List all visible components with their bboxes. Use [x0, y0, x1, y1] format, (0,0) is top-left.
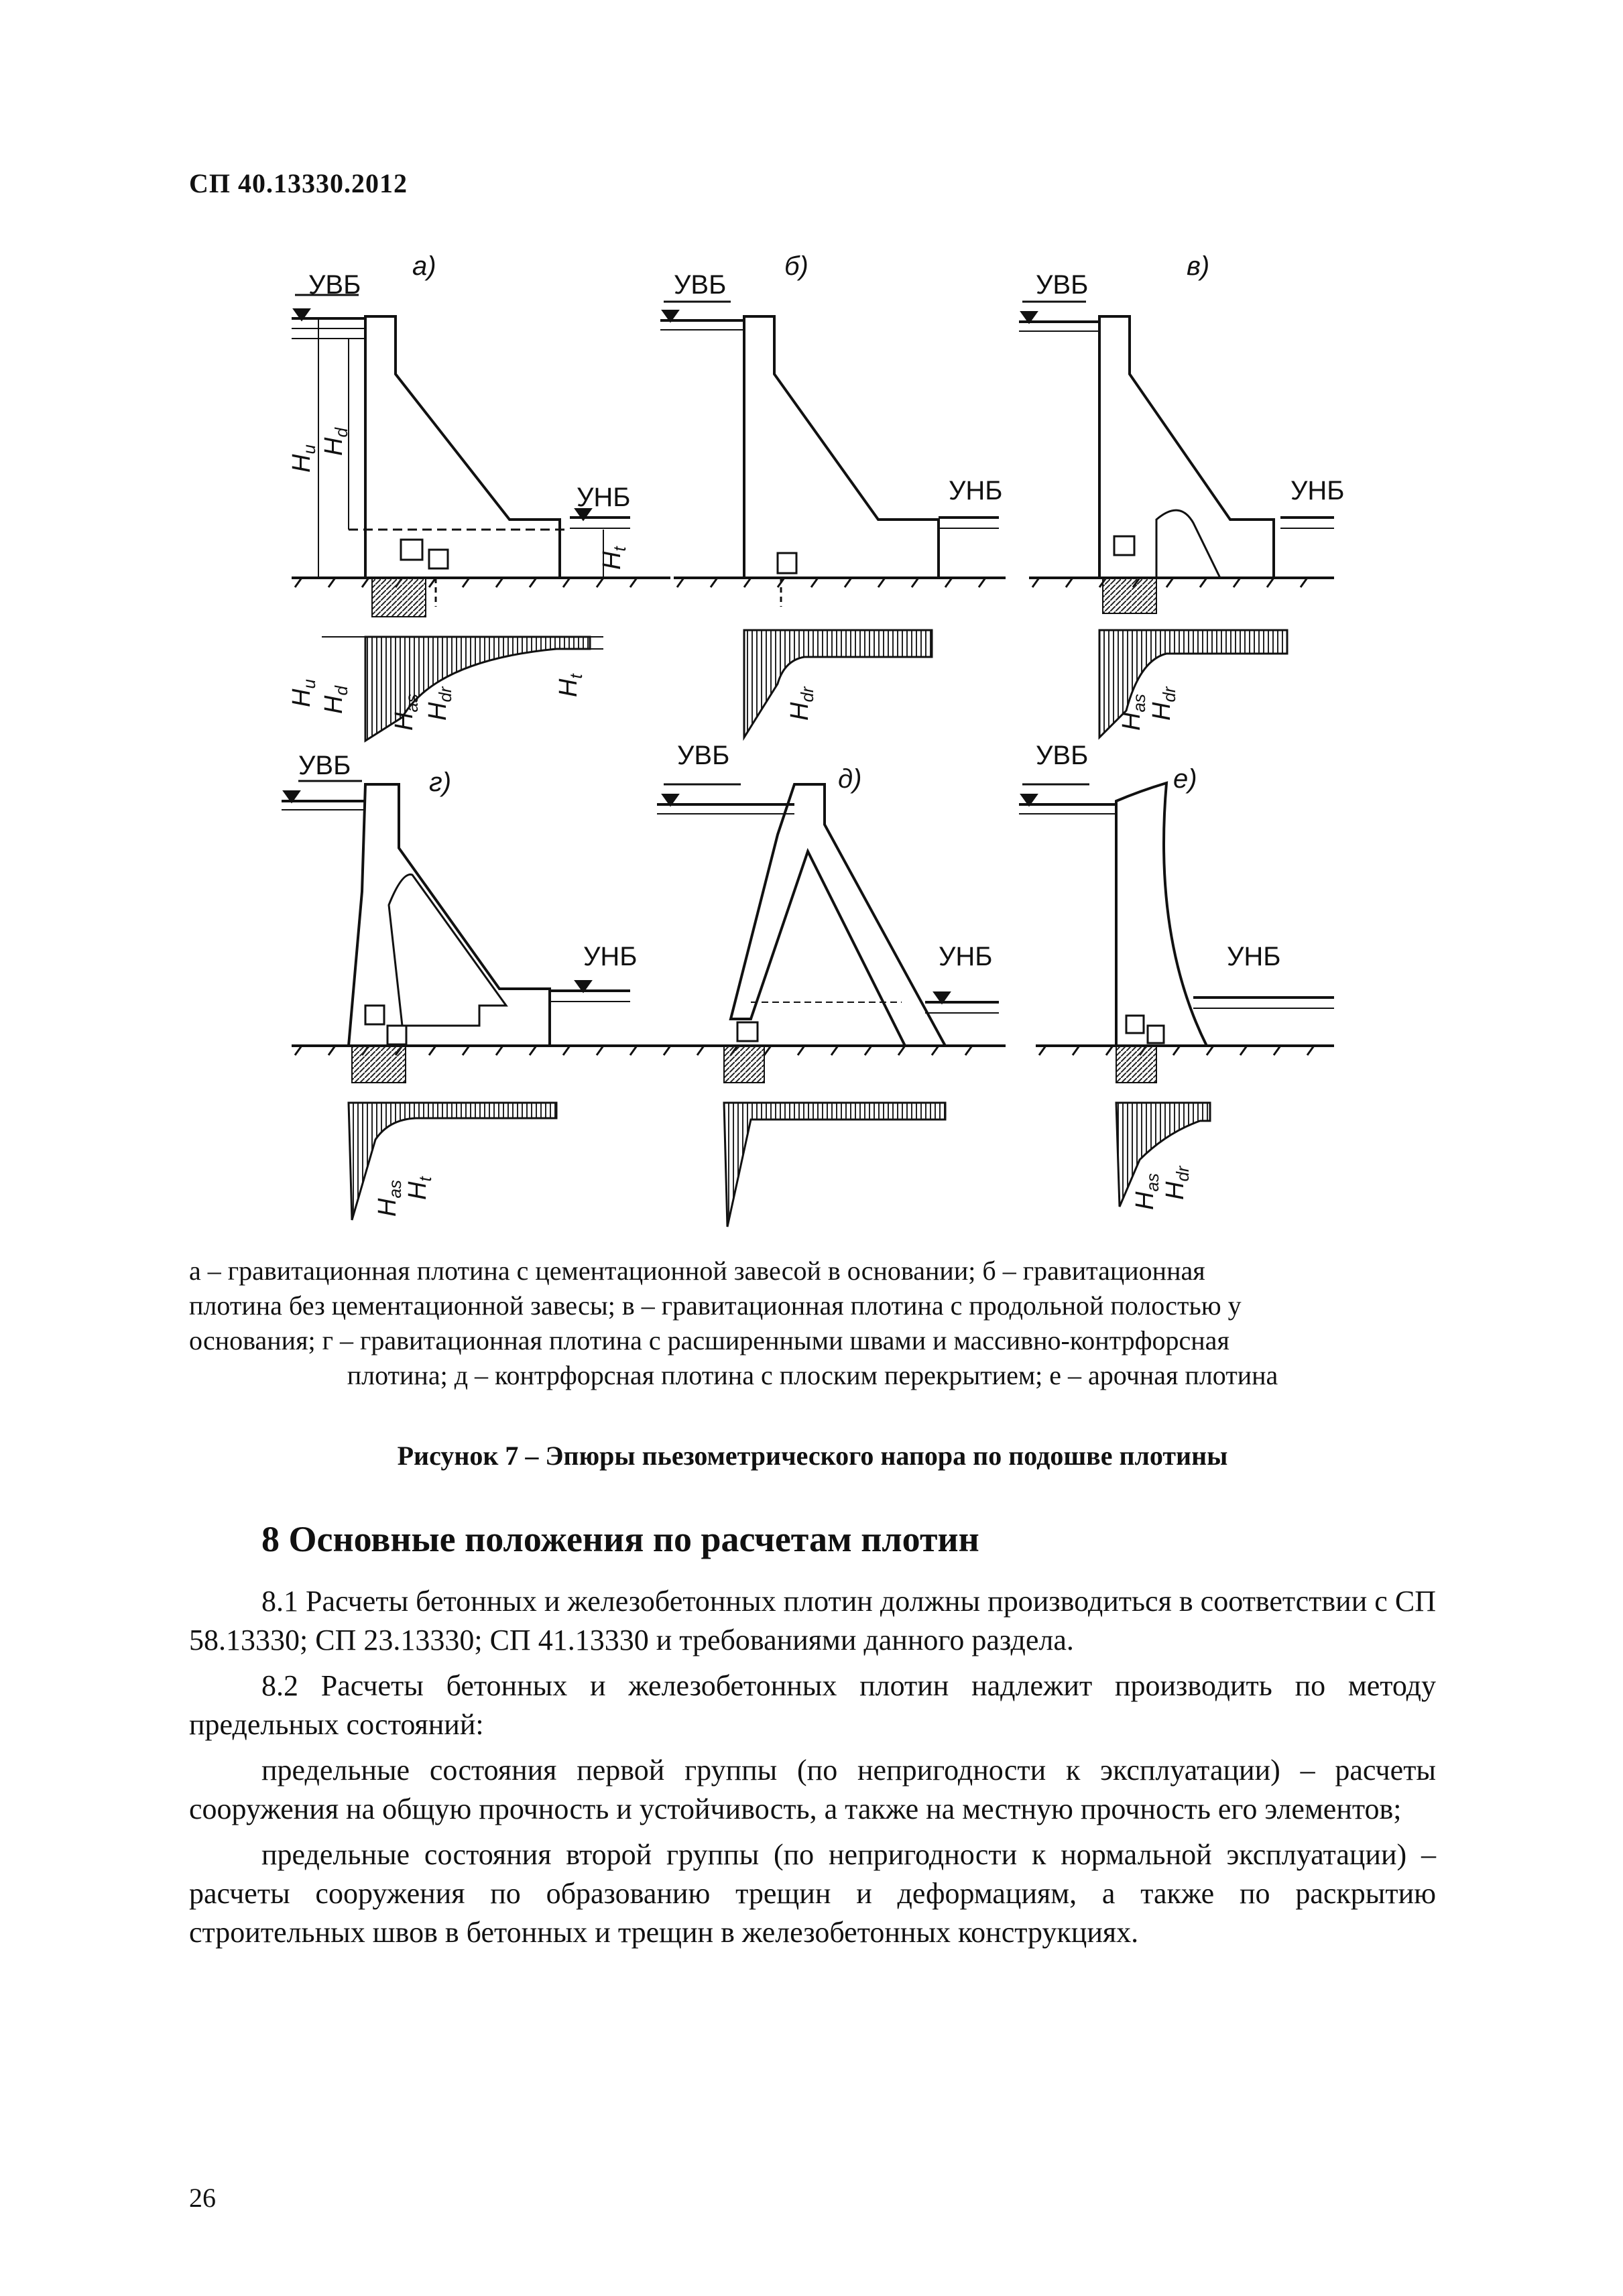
panel-d-buttress-dam-flat-slab — [657, 784, 1006, 1083]
section-heading: 8 Основные положения по расчетам плотин — [261, 1519, 979, 1559]
caption-line: а – гравитационная плотина с цементационной завесой в основании; б – гравитационная — [189, 1256, 1205, 1286]
epure-v-h-as-label: $H_{as}$ — [1118, 694, 1149, 731]
panel-v-unb-label: УНБ — [1290, 476, 1345, 505]
panel-g-buttress-dam-wide-joints — [282, 781, 664, 1083]
document-code-header: СП 40.13330.2012 — [189, 168, 408, 198]
panel-b-unb-label: УНБ — [949, 476, 1003, 505]
panel-b-letter: б) — [784, 251, 808, 281]
epure-a-h-d-label: $H_d$ — [320, 686, 351, 714]
panel-a-unb-label: УНБ — [577, 483, 631, 512]
panel-d-letter: д) — [838, 764, 862, 794]
epure-a-h-u-label: $H_u$ — [288, 679, 319, 707]
panel-e-uvb-label: УВБ — [1036, 741, 1089, 770]
panel-b-uvb-label: УВБ — [674, 270, 727, 300]
panel-a-h-t-label: $H_t$ — [598, 546, 629, 570]
epure-e-h-dr-label: $H_{dr}$ — [1161, 1166, 1193, 1200]
caption-line: основания; г – гравитационная плотина с расширенными швами и массивно-контрфорсная — [189, 1325, 1229, 1355]
panel-g-letter: г) — [429, 768, 452, 797]
body-text — [189, 1582, 1436, 1959]
panel-v-uvb-label: УВБ — [1036, 270, 1089, 300]
panel-e-letter: е) — [1173, 764, 1197, 794]
panel-g-uvb-label: УВБ — [298, 751, 351, 780]
panel-a-h-u-label: $H_u$ — [288, 444, 319, 473]
panel-a-h-d-label: $H_d$ — [320, 428, 351, 456]
epure-v-h-dr-label: $H_{dr}$ — [1148, 686, 1179, 721]
panel-v-letter: в) — [1187, 251, 1210, 281]
epure-a-h-t-label: $H_t$ — [554, 674, 586, 697]
page-number: 26 — [189, 2183, 216, 2213]
epure-b-h-dr-label: $H_{dr}$ — [786, 686, 817, 721]
panel-e-arch-dam — [1019, 783, 1334, 1083]
panel-a-letter: а) — [412, 251, 436, 281]
paragraph-8-2: 8.2 Расчеты бетонных и железобетонных плотин надлежит производить по методу предельных состояний: — [189, 1669, 1436, 1741]
panel-d-unb-label: УНБ — [939, 942, 993, 971]
epure-g-h-t-label: $H_t$ — [404, 1176, 435, 1200]
epure-b — [744, 630, 932, 737]
panel-g-unb-label: УНБ — [583, 942, 638, 971]
paragraph-second-group: предельные состояния второй группы (по непригодности к нормальной эксплуатации) – расчеты сооружения по образованию трещин и деформациям, а также по раскрытию строительных швов в бетонных и трещин в железобетонных конструкциях. — [189, 1838, 1436, 1949]
epure-a-h-dr-label: $H_{dr}$ — [424, 686, 455, 721]
figure-caption — [189, 1254, 1436, 1393]
caption-line: плотина; д – контрфорсная плотина с плоским перекрытием; е – арочная плотина — [347, 1360, 1278, 1390]
panel-d-uvb-label: УВБ — [677, 741, 730, 770]
caption-line: плотина без цементационной завесы; в – гравитационная плотина с продольной полостью у — [189, 1290, 1242, 1321]
panel-b-gravity-dam-without-curtain — [660, 302, 1006, 607]
panel-e-unb-label: УНБ — [1227, 942, 1281, 971]
panel-a-uvb-label: УВБ — [308, 270, 361, 300]
figure-title: Рисунок 7 – Эпюры пьезометрического напора по подошве плотины — [397, 1441, 1228, 1471]
epure-e-h-as-label: $H_{as}$ — [1131, 1173, 1162, 1210]
epure-a-h-as-label: $H_{as}$ — [390, 694, 422, 731]
epure-d — [724, 1103, 945, 1227]
epure-g-h-as-label: $H_{as}$ — [373, 1180, 405, 1217]
panel-v-gravity-dam-with-cavity — [1019, 302, 1334, 613]
paragraph-8-1: 8.1 Расчеты бетонных и железобетонных плотин должны производиться в соответствии с СП 58.13330; СП 23.13330; СП 41.13330 и требованиями данного раздела. — [189, 1585, 1436, 1656]
paragraph-first-group: предельные состояния первой группы (по непригодности к эксплуатации) – расчеты сооружения на общую прочность и устойчивость, а также на местную прочность его элементов; — [189, 1754, 1436, 1825]
